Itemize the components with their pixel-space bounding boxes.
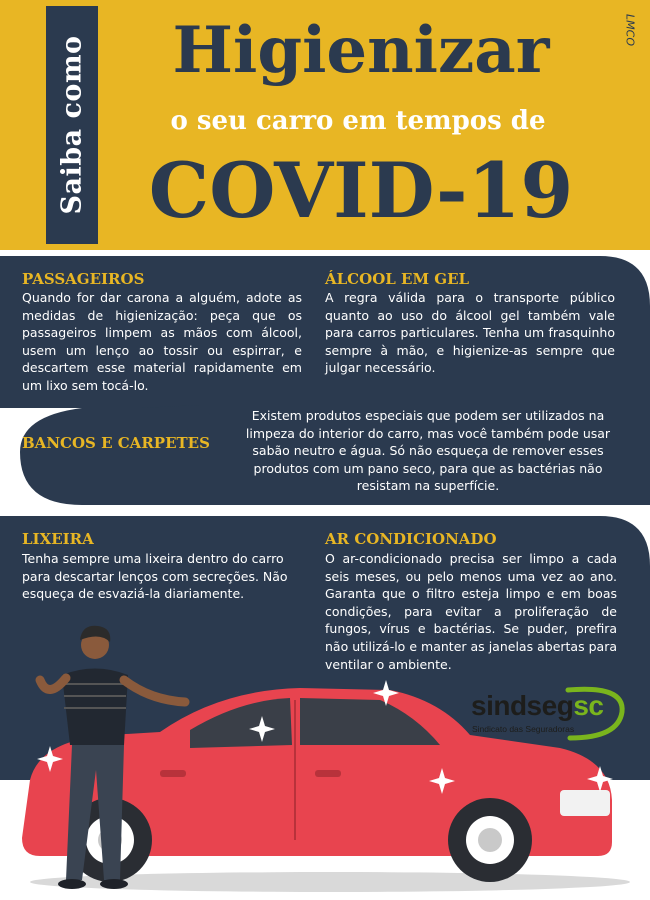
section-title-ar: AR CONDICIONADO xyxy=(325,530,497,548)
section-title-lixeira: LIXEIRA xyxy=(22,530,94,548)
section-title-alcool: ÁLCOOL EM GEL xyxy=(325,270,470,288)
section-text-lixeira: Tenha sempre uma lixeira dentro do carro para descartar lenços com secreções. Não esqueça de esvaziá-la diariamente. xyxy=(22,551,288,602)
vertical-label: Saiba como xyxy=(56,35,88,215)
logo-subtitle: Sindicato das Seguradoras xyxy=(472,724,575,734)
section-title-passageiros: PASSAGEIROS xyxy=(22,270,145,288)
section-title-bancos: BANCOS E CARPETES xyxy=(22,434,210,452)
headline-higienizar: Higienizar xyxy=(172,13,550,88)
section-text-bancos: Existem produtos especiais que podem ser utilizados na limpeza do interior do carro, mas você também pode usar sabão neutro e água. Só não esqueça de remover esses produtos com um pano seco, para que as bactérias não resistam na superfície. xyxy=(245,408,611,494)
section-text-passageiros: Quando for dar carona a alguém, adote as medidas de higienização: peça que os passageiros limpem as mãos com álcool, usem um lenço ao tossir ou espirrar, e descartem esse material rapidamente em um lixo sem tocá-lo. xyxy=(22,290,302,393)
headline-covid: COVID-19 xyxy=(148,146,574,235)
section-text-ar: O ar-condicionado precisa ser limpo a cada seis meses, ou pelo menos uma vez ao ano. Garanta que o filtro esteja limpo e em boas condições, para evitar a proliferação de fungos, vírus e bactérias. Se puder, prefira não utilizá-lo e manter as janelas abertas para ventilar o ambiente. xyxy=(325,551,617,672)
corner-mark: LMCO xyxy=(623,14,637,46)
section-text-alcool: A regra válida para o transporte público quanto ao uso do álcool gel também vale para carros particulares. Tenha um frasquinho sempre à mão, e higienize-as sempre que julgar necessário. xyxy=(325,290,615,376)
headline-subtitle: o seu carro em tempos de xyxy=(170,106,546,136)
sindseg-logo: sindsegsc xyxy=(471,690,604,721)
